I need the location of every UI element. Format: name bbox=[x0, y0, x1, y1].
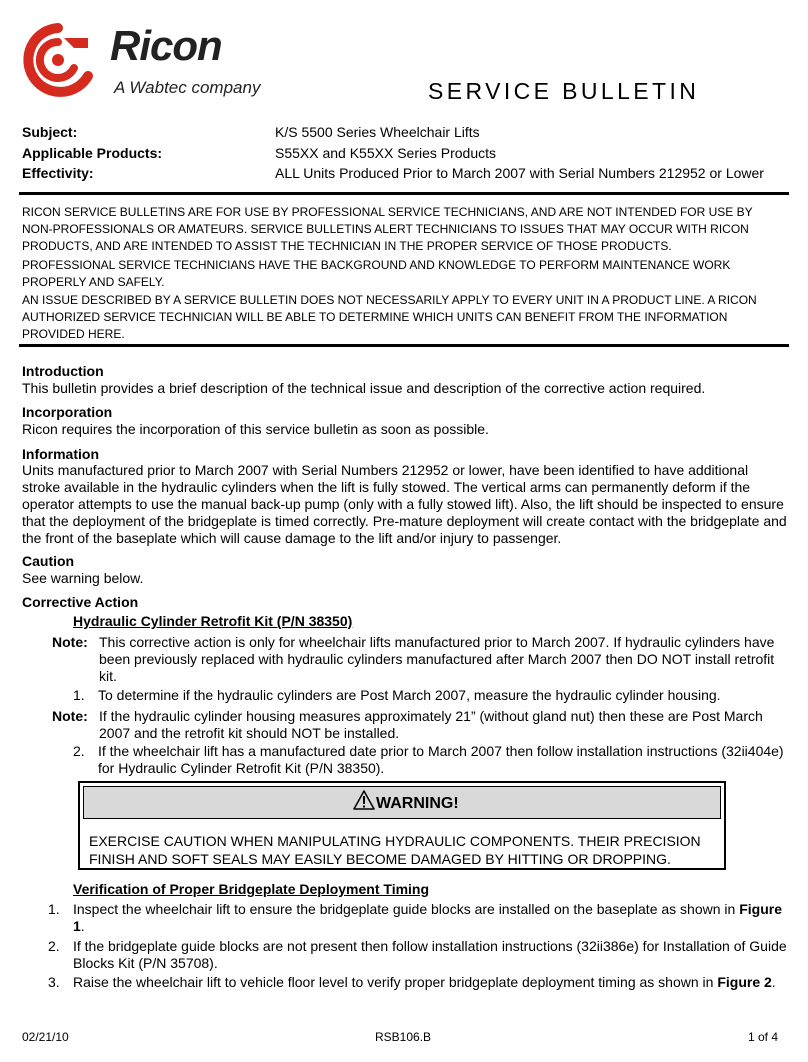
note-text: If the hydraulic cylinder housing measures approximately 21” (without gland nut) then these are Post March 2007 and the retrofit kit should NOT be installed. bbox=[99, 708, 763, 741]
note-text: This corrective action is only for wheelchair lifts manufactured prior to March 2007. If hydraulic cylinders have been previously replaced with hydraulic cylinders manufactured after March 2007 then DO NOT install retrofit kit. bbox=[99, 634, 775, 684]
products-label: Applicable Products: bbox=[22, 145, 163, 161]
effectivity-value: ALL Units Produced Prior to March 2007 with Serial Numbers 212952 or Lower bbox=[275, 165, 764, 181]
step-number: 2. bbox=[48, 938, 60, 954]
incorporation-text: Ricon requires the incorporation of this service bulletin as soon as possible. bbox=[22, 421, 489, 437]
figure-reference: Figure 2 bbox=[717, 974, 772, 990]
footer-page-number: 1 of 4 bbox=[748, 1030, 779, 1044]
list-item bbox=[48, 901, 788, 935]
step-text bbox=[73, 901, 788, 935]
note-label: Note: bbox=[52, 708, 88, 724]
warning-text: EXERCISE CAUTION WHEN MANIPULATING HYDRAULIC COMPONENTS. THEIR PRECISION FINISH AND SOFT SEALS MAY EASILY BECOME DAMAGED BY HITTING OR DROPPING. bbox=[89, 833, 701, 867]
intro-heading: Introduction bbox=[22, 363, 104, 379]
caution-text: See warning below. bbox=[22, 570, 144, 586]
footer-doc-number: RSB106.B bbox=[375, 1030, 432, 1044]
information-text: Units manufactured prior to March 2007 with Serial Numbers 212952 or lower, have been identified to have additional stroke available in the hydraulic cylinders when the lift is fully stowed. The vertical arms can permanently deform if the operator attempts to use the manual back-up pump (only with a fully stowed lift). Also, the lift should be inspected to ensure that the deployment of the bridgeplate is timed correctly. Pre-mature deployment will create contact with the bridgeplate and the front of the baseplate which will cause damage to the lift and/or injury to passenger. bbox=[22, 462, 787, 546]
information-heading: Information bbox=[22, 446, 99, 462]
effectivity-row bbox=[22, 163, 792, 183]
warning-box bbox=[78, 781, 726, 870]
figure-reference: Figure 1 bbox=[73, 901, 782, 934]
step-number: 1. bbox=[48, 901, 60, 917]
step-text: If the bridgeplate guide blocks are not present then follow installation instructions (32ii386e) for Installation of Guide Blocks Kit (P/N 35708). bbox=[73, 938, 787, 971]
verification-title: Verification of Proper Bridgeplate Deployment Timing bbox=[73, 881, 430, 897]
note-label: Note: bbox=[52, 634, 88, 650]
disclaimer-paragraph: AN ISSUE DESCRIBED BY A SERVICE BULLETIN DOES NOT NECESSARILY APPLY TO EVERY UNIT IN A PRODUCT LINE. A RICON AUTHORIZED SERVICE TECHNICIAN WILL BE ABLE TO DETERMINE WHICH UNITS CAN BENEFIT FROM THE INFORMATION PROVIDED HERE. bbox=[22, 293, 757, 341]
step-text-body: Raise the wheelchair lift to vehicle floor level to verify proper bridgeplate deployment timing as shown in bbox=[73, 974, 718, 990]
warning-header bbox=[83, 786, 721, 819]
list-item bbox=[73, 743, 808, 777]
list-item bbox=[48, 974, 788, 1008]
warning-title: WARNING! bbox=[376, 795, 459, 812]
warning-triangle-icon bbox=[353, 789, 375, 811]
logo-tagline: A Wabtec company bbox=[114, 78, 261, 97]
note bbox=[52, 708, 792, 742]
retrofit-kit-title: Hydraulic Cylinder Retrofit Kit (P/N 38350) bbox=[73, 613, 353, 629]
step-text-body: Inspect the wheelchair lift to ensure the bridgeplate guide blocks are installed on the baseplate as shown in bbox=[73, 901, 740, 917]
products-value: S55XX and K55XX Series Products bbox=[275, 145, 497, 161]
step-text: If the wheelchair lift has a manufactured date prior to March 2007 then follow installation instructions (32ii404e) for Hydraulic Cylinder Retrofit Kit (P/N 38350). bbox=[98, 743, 784, 776]
footer-date: 02/21/10 bbox=[22, 1030, 69, 1044]
list-item bbox=[48, 938, 788, 972]
subject-value: K/S 5500 Series Wheelchair Lifts bbox=[275, 124, 480, 140]
products-row bbox=[22, 143, 792, 163]
step-number: 1. bbox=[73, 687, 85, 703]
disclaimer-paragraph: PROFESSIONAL SERVICE TECHNICIANS HAVE THE BACKGROUND AND KNOWLEDGE TO PERFORM MAINTENANCE WORK PROPERLY AND SAFELY. bbox=[22, 258, 731, 289]
subject-label: Subject: bbox=[22, 124, 78, 140]
subject-row bbox=[22, 122, 792, 142]
step-number: 3. bbox=[48, 974, 60, 990]
disclaimer-paragraph: RICON SERVICE BULLETINS ARE FOR USE BY PROFESSIONAL SERVICE TECHNICIANS, AND ARE NOT INTENDED FOR USE BY NON-PROFESSIONALS OR AMATEURS. SERVICE BULLETINS ALERT TECHNICIANS TO ISSUES THAT MAY OCCUR WITH RICON PRODUCTS, AND ARE INTENDED TO ASSIST THE TECHNICIAN IN THE PROPER SERVICE OF THOSE PRODUCTS. bbox=[22, 205, 753, 253]
logo-brand: Ricon bbox=[110, 22, 222, 69]
divider bbox=[19, 344, 789, 347]
step-text-end: . bbox=[80, 918, 85, 934]
effectivity-label: Effectivity: bbox=[22, 165, 94, 181]
divider bbox=[19, 192, 789, 195]
page-title: SERVICE BULLETIN bbox=[428, 78, 700, 104]
ricon-logo bbox=[18, 18, 280, 104]
step-text-end: . bbox=[771, 974, 776, 990]
intro-text: This bulletin provides a brief description of the technical issue and description of the corrective action required. bbox=[22, 380, 706, 396]
step-text: To determine if the hydraulic cylinders are Post March 2007, measure the hydraulic cylinder housing. bbox=[98, 687, 721, 703]
caution-heading: Caution bbox=[22, 553, 75, 569]
step-text bbox=[73, 974, 788, 991]
list-item bbox=[73, 687, 808, 704]
incorporation-heading: Incorporation bbox=[22, 404, 113, 420]
note bbox=[52, 634, 792, 685]
corrective-action-heading: Corrective Action bbox=[22, 594, 139, 610]
step-number: 2. bbox=[73, 743, 85, 759]
